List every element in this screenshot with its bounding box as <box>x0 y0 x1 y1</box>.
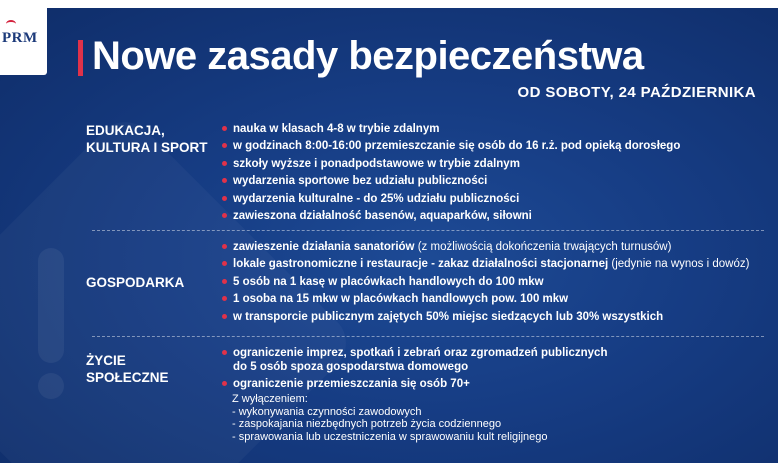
title-accent-bar <box>78 40 83 76</box>
section-label-line: ŻYCIE <box>86 353 126 368</box>
list-item <box>222 192 680 206</box>
list-item-text: lokale gastronomiczne i restauracje - zakaz działalności stacjonarnej <box>233 258 609 271</box>
exception-item: - zaspokajania niezbędnych potrzeb życia codziennego <box>232 418 502 430</box>
list-item <box>222 157 680 171</box>
logo-text: PRM <box>2 30 38 46</box>
exceptions-list <box>232 393 548 443</box>
list-item-text: zawieszenie działania sanatoriów <box>233 241 415 253</box>
list-item <box>222 122 680 136</box>
list-item-text: szkoły wyższe i ponadpodstawowe w trybie zdalnym <box>233 157 520 170</box>
list-item <box>222 174 680 188</box>
list-item-text: wydarzenia kulturalne - do 25% udziału publiczności <box>233 192 520 205</box>
list-item <box>222 240 749 254</box>
exception-item: - sprawowania lub uczestniczenia w sprawowaniu kult religijnego <box>232 430 548 443</box>
section-label-line: GOSPODARKA <box>86 275 185 290</box>
section-label-education <box>86 122 208 156</box>
list-item <box>222 310 749 324</box>
list-item-text: ograniczenie imprez, spotkań i zebrań oraz zgromadzeń publicznych <box>233 347 608 359</box>
bullet-icon <box>222 126 227 131</box>
list-item-text: ograniczenie przemieszczania się osób 70+ <box>233 378 470 391</box>
social-list <box>222 346 607 395</box>
list-item-note: (z możliwością dokończenia trwających turnusów) <box>414 241 672 253</box>
bullet-icon <box>222 261 227 266</box>
list-item <box>222 275 749 289</box>
section-label-line: SPOŁECZNE <box>86 370 169 385</box>
list-item-text: 1 osoba na 15 mkw w placówkach handlowych pow. 100 mkw <box>233 293 569 306</box>
exception-item: - wykonywania czynności zawodowych <box>232 405 422 418</box>
section-label-social <box>86 352 169 386</box>
list-item <box>222 139 680 153</box>
list-item-text: wydarzenia sportowe bez udziału publiczności <box>233 175 488 188</box>
list-item <box>222 209 680 223</box>
exceptions-title: Z wyłączeniem: <box>232 393 308 405</box>
section-divider <box>92 230 764 231</box>
list-item-text: nauka w klasach 4-8 w trybie zdalnym <box>233 123 440 135</box>
bullet-icon <box>222 296 227 301</box>
background-exclamation-mark-icon <box>38 248 64 363</box>
bullet-icon <box>222 381 227 386</box>
section-label-line: KULTURA I SPORT <box>86 140 208 155</box>
eagle-mark-icon <box>6 20 16 28</box>
list-item-text-continuation: do 5 osób spoza gospodarstwa domowego <box>233 361 469 373</box>
bullet-icon <box>222 143 227 148</box>
bullet-icon <box>222 279 227 284</box>
list-item <box>222 377 607 391</box>
education-list <box>222 122 680 226</box>
background-exclamation-dot-icon <box>38 373 64 399</box>
prm-logo <box>0 8 47 75</box>
announcement-card <box>0 8 778 463</box>
bullet-icon <box>222 178 227 183</box>
bullet-icon <box>222 244 227 249</box>
section-divider <box>92 336 764 337</box>
list-item-text: w transporcie publicznym zajętych 50% miejsc siedzących lub 30% wszystkich <box>233 310 664 323</box>
bullet-icon <box>222 213 227 218</box>
bullet-icon <box>222 350 227 355</box>
list-item-text: zawieszona działalność basenów, aquaparków, siłowni <box>233 209 532 222</box>
list-item-text: 5 osób na 1 kasę w placówkach handlowych do 100 mkw <box>233 275 544 288</box>
list-item <box>222 346 607 374</box>
list-item-note: (jedynie na wynos i dowóz) <box>608 258 750 271</box>
list-item-text: w godzinach 8:00-16:00 przemieszczanie się osób do 16 r.ż. pod opieką dorosłego <box>233 140 681 153</box>
page-title: Nowe zasady bezpieczeństwa <box>92 34 644 78</box>
list-item <box>222 257 749 271</box>
bullet-icon <box>222 314 227 319</box>
economy-list <box>222 240 749 327</box>
bullet-icon <box>222 161 227 166</box>
bullet-icon <box>222 196 227 201</box>
page-subtitle: OD SOBOTY, 24 PAŹDZIERNIKA <box>517 84 756 101</box>
list-item <box>222 292 749 306</box>
section-label-economy <box>86 274 184 291</box>
section-label-line: EDUKACJA, <box>86 123 165 138</box>
